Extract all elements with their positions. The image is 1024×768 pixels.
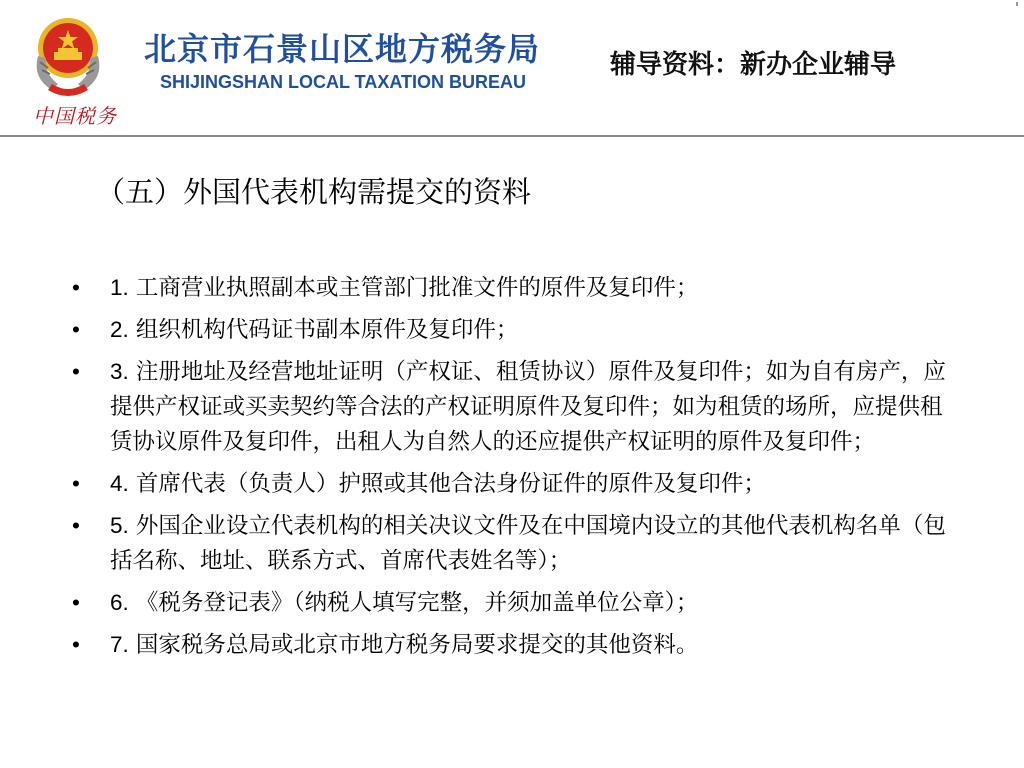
corner-mark (1016, 2, 1018, 6)
section-title: （五）外国代表机构需提交的资料 (96, 175, 532, 209)
item-text: 《税务登记表》（纳税人填写完整，并须加盖单位公章）； (135, 590, 699, 616)
item-number: 2. (110, 317, 129, 342)
item-number: 3. (110, 359, 129, 384)
list-item (60, 270, 960, 306)
item-number: 6. (110, 590, 129, 615)
bullet-icon: • (72, 275, 80, 300)
list-item (60, 585, 960, 621)
item-number: 7. (110, 632, 129, 657)
item-text: 工商营业执照副本或主管部门批准文件的原件及复印件； (135, 275, 699, 301)
list-item (60, 354, 960, 460)
item-number: 1. (110, 275, 129, 300)
item-number: 4. (110, 471, 129, 496)
item-text: 注册地址及经营地址证明（产权证、租赁协议）原件及复印件；如为自有房产，应提供产权证或买卖契约等合法的产权证明原件及复印件；如为租赁的场所，应提供租赁协议原件及复印件，出租人为自然人的还应提供产权证明的原件及复印件； (110, 359, 946, 455)
bullet-icon: • (72, 317, 80, 342)
bullet-icon: • (72, 590, 80, 615)
list-item (60, 508, 960, 579)
bullet-icon: • (72, 471, 80, 496)
list-item (60, 466, 960, 502)
logo-script-text: 中国税务 (33, 104, 117, 128)
guide-title: 辅导资料：新办企业辅导 (610, 50, 897, 80)
bullet-icon: • (72, 359, 80, 384)
national-emblem-icon (18, 6, 118, 106)
header-divider (0, 135, 1024, 137)
item-text: 外国企业设立代表机构的相关决议文件及在中国境内设立的其他代表机构名单（包括名称、地址、联系方式、首席代表姓名等）； (110, 513, 946, 574)
item-number: 5. (110, 513, 129, 538)
national-emblem (18, 6, 118, 134)
bullet-icon: • (72, 632, 80, 657)
list-item (60, 312, 960, 348)
requirements-list (60, 270, 960, 669)
item-text: 首席代表（负责人）护照或其他合法身份证件的原件及复印件； (135, 471, 766, 497)
bullet-icon: • (72, 513, 80, 538)
item-text: 国家税务总局或北京市地方税务局要求提交的其他资料。 (135, 632, 699, 658)
bureau-name-chinese: 北京市石景山区地方税务局 (144, 30, 541, 68)
bureau-name-english: SHIJINGSHAN LOCAL TAXATION BUREAU (160, 72, 527, 92)
list-item (60, 627, 960, 663)
item-text: 组织机构代码证书副本原件及复印件； (135, 317, 519, 343)
